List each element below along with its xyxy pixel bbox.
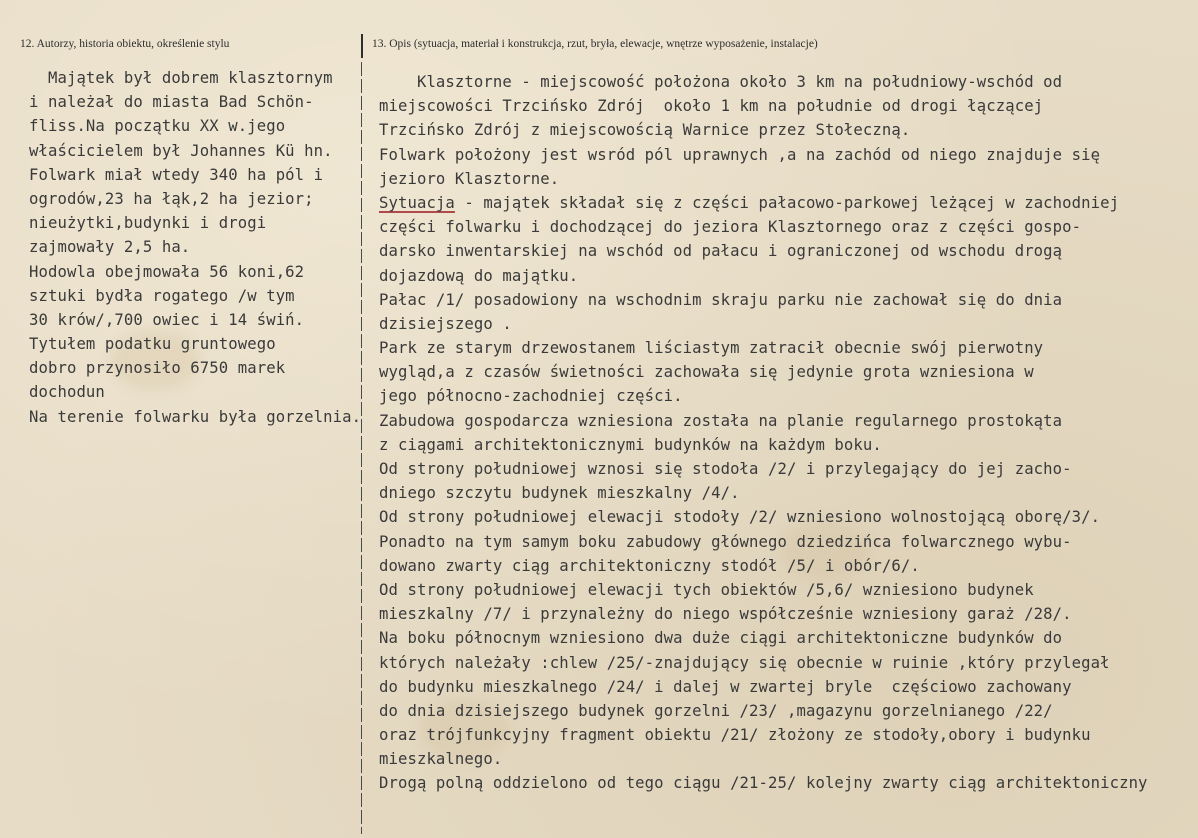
description-text-line: Od strony południowej wznosi się stodoła /2/ i przylegający do jej zacho- xyxy=(379,460,1072,478)
description-text-line: Ponadto na tym samym boku zabudowy głównego dziedzińca folwarcznego wybu- xyxy=(379,532,1072,551)
description-text-line: jezioro Klasztorne. xyxy=(379,169,560,188)
description-text-line: Na boku północnym wzniesiono dwa duże ciągi architektoniczne budynków do xyxy=(379,629,1063,648)
history-text-line: Folwark miał wtedy 340 ha pól i xyxy=(29,165,324,184)
description-text-line: dzisiejszego . xyxy=(379,314,512,333)
description-text-line: części folwarku i dochodzącej do jeziora Klasztornego oraz z części gospo- xyxy=(379,218,1082,237)
description-text-line: mieszkalny /7/ i przynależny do niego współcześnie wzniesiony garaż /28/. xyxy=(379,605,1072,624)
description-text-line: Od strony południowej elewacji tych obiektów /5,6/ wzniesiono budynek xyxy=(379,580,1034,599)
description-text-line: dowano zwarty ciąg architektoniczny stodół /5/ i obór/6/. xyxy=(379,556,920,575)
description-text-line: Sytuacja - majątek składał się z części pałacowo-parkowej leżącej w zachodniej xyxy=(379,193,1120,212)
history-text-line: ogrodów,23 ha łąk,2 ha jezior; xyxy=(29,189,314,208)
history-text-line: i należał do miasta Bad Schön- xyxy=(29,93,314,112)
description-text-line: mieszkalnego. xyxy=(379,750,503,769)
description-text-line: oraz trójfunkcyjny fragment obiektu /21/ złożony ze stodoły,obory i budynku xyxy=(379,726,1091,745)
description-text-line: do budynku mieszkalnego /24/ i dalej w zwartej bryle częściowo zachowany xyxy=(379,677,1072,696)
history-text-line: sztuki bydła rogatego /w tym xyxy=(29,286,295,305)
description-text-line: darsko inwentarskiej na wschód od pałacu i ograniczonej od wschodu drogą xyxy=(379,242,1063,261)
history-text-line: Tytułem podatku gruntowego xyxy=(29,335,276,354)
history-text-line: Hodowla obejmowała 56 koni,62 xyxy=(29,262,305,281)
history-text-column xyxy=(29,66,369,429)
description-text-line: miejscowości Trzcińsko Zdrój około 1 km na południe od drogi łączącej xyxy=(379,97,1044,116)
description-text-line: dojazdową do majątku. xyxy=(379,266,579,285)
description-text-line: których należały :chlew /25/-znajdujący się obecnie w ruinie ,który przylegał xyxy=(379,653,1110,672)
description-text-line: Folwark położony jest wsród pól uprawnych ,a na zachód od niego znajduje się xyxy=(379,145,1101,164)
history-text-line: fliss.Na początku XX w.jego xyxy=(29,117,286,136)
description-text-line: dniego szczytu budynek mieszkalny /4/. xyxy=(379,484,740,503)
description-text-line: Od strony południowej elewacji stodoły /2/ wzniesiono wolnostojącą oborę/3/. xyxy=(379,508,1101,527)
description-text-line: jego północno-zachodniej części. xyxy=(379,387,683,406)
section-12-header: 12. Autorzy, historia obiektu, określenie stylu xyxy=(20,38,230,50)
column-divider-top xyxy=(361,34,363,58)
history-text-line: zajmowały 2,5 ha. xyxy=(29,238,191,257)
description-text-line: z ciągami architektonicznymi budynków na każdym boku. xyxy=(379,435,882,454)
history-text-line: dobro przynosiło 6750 marek xyxy=(29,359,286,378)
description-text-line: Park ze starym drzewostanem liściastym zatracił obecnie swój pierwotny xyxy=(379,339,1044,358)
description-text-line: Pałac /1/ posadowiony na wschodnim skraju parku nie zachował się do dnia xyxy=(379,290,1063,309)
history-text-line: 30 krów/,700 owiec i 14 świń. xyxy=(29,310,305,329)
description-text-line: Trzcińsko Zdrój z miejscowością Warnice przez Stołeczną. xyxy=(379,121,911,140)
description-text-line: Drogą polną oddzielono od tego ciągu /21-25/ kolejny zwarty ciąg architektoniczny xyxy=(379,774,1148,793)
description-text-column xyxy=(379,70,1179,796)
history-text-line: właścicielem był Johannes Kü hn. xyxy=(29,141,333,160)
history-text-line: nieużytki,budynki i drogi xyxy=(29,214,267,233)
description-text-line: do dnia dzisiejszego budynek gorzelni /23/ ,magazynu gorzelnianego /22/ xyxy=(379,701,1053,720)
history-text-line: dochodun xyxy=(29,383,105,402)
section-13-header: 13. Opis (sytuacja, materiał i konstrukcja, rzut, bryła, elewacje, wnętrze wyposażenie, instalacje) xyxy=(372,38,818,50)
description-text-line: wygląd,a z czasów świetności zachowała się jedynie grota wzniesiona w xyxy=(379,363,1034,382)
history-text-line: Na terenie folwarku była gorzelnia. xyxy=(29,407,362,426)
description-text-line: Klasztorne - miejscowość położona około 3 km na południowy-wschód od xyxy=(379,73,1063,91)
description-text-line: Zabudowa gospodarcza wzniesiona została na planie regularnego prostokąta xyxy=(379,411,1063,430)
history-text-line: Majątek był dobrem klasztornym xyxy=(29,69,333,87)
